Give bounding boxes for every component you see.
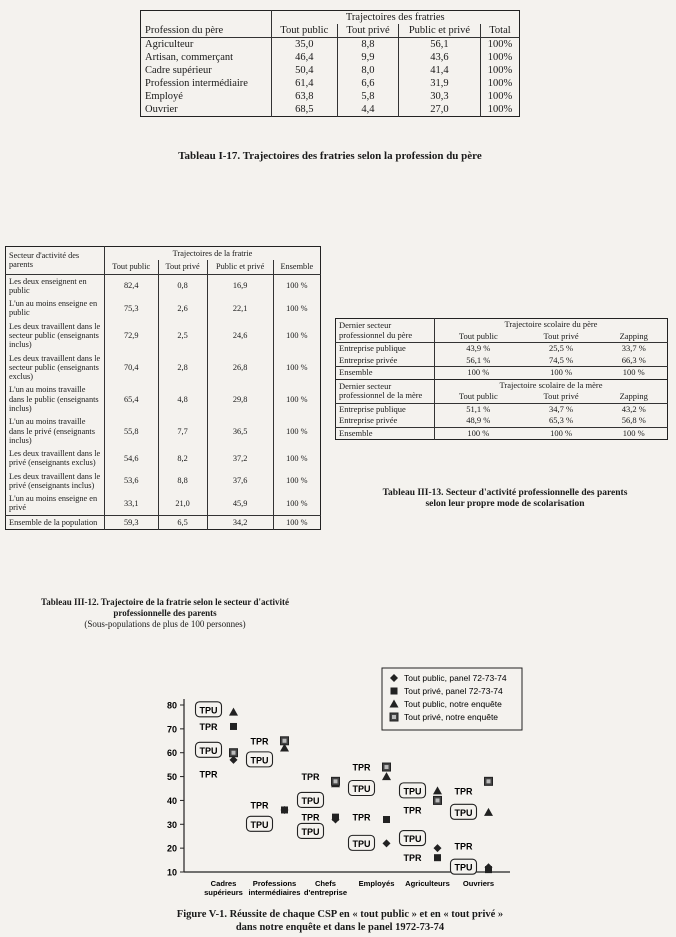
table2-group-header: Trajectoires de la fratrie [105,247,321,261]
table1-col-header: Tout privé [337,24,398,38]
table1-col-header: Public et privé [398,24,480,38]
table2-caption-line3: (Sous-populations de plus de 100 personnes) [84,618,246,629]
table2-total-label: Ensemble de la population [9,517,98,527]
table1-cell: 100% [480,38,519,52]
table2-cell: 26,8 [207,352,273,384]
table2-row [6,320,321,352]
table2-row [6,352,321,384]
table1-row [141,90,520,103]
tpu-label: TPU [403,834,422,845]
y-tick-label: 80 [166,700,177,711]
table2-caption-line2: professionnelle des parents [113,607,217,618]
table2-cell: 8,2 [158,447,207,470]
table1-cell: 4,4 [337,103,398,117]
table3-col-header: Tout privé [522,331,601,343]
table1-cell: 46,4 [271,51,337,64]
table2-cell: 29,8 [207,383,273,415]
table1-cell: 6,6 [337,77,398,90]
table2-row-label: Les deux travaillent dans le secteur public (enseignants exclus) [9,353,101,382]
tpu-label: TPU [199,705,218,716]
table2-col-header: Public et privé [207,260,273,274]
table3-col-header: Tout public [435,331,522,343]
tpr-label: TPR [352,812,371,823]
tpr-label: TPR [250,736,269,747]
tpr-label: TPR [454,786,473,797]
table2-cell: 75,3 [105,297,159,320]
table3-caption-line1: Tableau III-13. Secteur d'activité professionnelle des parents [382,488,628,498]
marker-inner [487,779,491,783]
marker-inner [283,739,287,743]
table2-cell: 8,8 [158,470,207,493]
table2-cell: 22,1 [207,297,273,320]
table1-group-header: Trajectoires des fratries [271,11,519,25]
tpu-label: TPU [403,786,422,797]
x-tick-label: Chefs d'entreprise [303,879,348,897]
table2-cell: 70,4 [105,352,159,384]
table1-col-header: Tout public [271,24,337,38]
table1-row-label: Cadre supérieur [145,65,212,76]
table2-cell: 100 % [273,297,320,320]
table2-cell: 37,6 [207,470,273,493]
table2-cell: 4,8 [158,383,207,415]
table2-cell: 0,8 [158,274,207,297]
table2-cell: 65,4 [105,383,159,415]
marker-inner [392,715,396,719]
tpu-label: TPU [250,755,269,766]
table1-cell: 50,4 [271,64,337,77]
table1-row-label: Employé [145,91,183,102]
table3-corner-pere: Dernier secteur professionnel du père [336,319,435,343]
series-2-point [229,708,238,716]
table3-mere-cell: 100 % [622,427,645,438]
table2-row-label: Les deux travaillent dans le privé (enseignants inclus) [9,471,101,490]
table3-mere-cell: 56,8 % [621,415,646,426]
table3-mere-row [336,427,668,440]
table2-cell: 82,4 [105,274,159,297]
table2-row [6,415,321,447]
table3-col-header: Zapping [601,331,668,343]
marker-inner [232,751,236,755]
series-1-point [230,723,237,730]
series-3-point [485,777,493,785]
figure-caption [120,908,560,934]
table3-mere-cell: 100 % [550,427,573,438]
table2-row-label: Les deux enseignent en public [9,276,87,295]
table-trajectoires-fratries [140,10,520,117]
table2-cell: 100 % [273,352,320,384]
table3-pere-row-label: Entreprise publique [339,343,406,354]
tpr-label: TPR [352,762,371,773]
legend-marker [391,688,398,695]
table2-row [6,274,321,297]
tpu-label: TPU [352,784,371,794]
tpu-label: TPU [454,807,473,818]
y-tick-label: 70 [166,724,177,735]
x-tick-label: Cadres supérieurs [204,879,243,897]
table3-mere-cell: 43,2 % [621,403,646,414]
table3-pere-row [336,367,668,380]
table3-caption-line2: selon leur propre mode de scolarisation [425,499,585,510]
table1-cell: 63,8 [271,90,337,103]
table1-cell: 8,0 [337,64,398,77]
table2-row-label: Les deux travaillent dans le secteur public (enseignants inclus) [9,321,101,350]
table2-cell: 2,5 [158,320,207,352]
marker-inner [436,798,440,802]
table1-cell: 100% [480,90,519,103]
table2-cell: 55,8 [105,415,159,447]
table3-mere-cell: 51,1 % [435,403,522,415]
x-tick-label: Agriculteurs [405,879,450,888]
series-2-point [433,786,442,794]
tpr-label: TPR [250,800,269,811]
table1-cell: 8,8 [337,38,398,52]
table2-corner: Secteur d'activité des parents [6,247,105,275]
table3-pere-row-label: Entreprise privée [339,354,398,365]
table3-mere-row-label: Ensemble [339,427,373,438]
table3-mere-cell: 48,9 % [435,415,522,427]
table2-cell: 100 % [273,320,320,352]
table3-pere-cell: 56,1 % [435,355,522,367]
table1-cell: 5,8 [337,90,398,103]
series-1-point [383,816,390,823]
series-0-point [434,844,442,852]
marker-inner [334,779,338,783]
table2-cell: 100 % [273,492,320,515]
x-tick-label: Professions intermédiaires [248,879,301,897]
y-tick-label: 50 [166,772,177,783]
table1-row [141,103,520,117]
table1-row-label: Agriculteur [145,39,194,50]
table1-cell: 100% [480,64,519,77]
table2-row [6,492,321,515]
table2-total-cell: 34,2 [207,515,273,529]
table1-caption: Tableau I-17. Trajectoires des fratries selon la profession du père [178,150,482,162]
table3-pere-row [336,343,668,355]
table3-col-header: Tout public [435,391,522,403]
legend-entry: Tout privé, notre enquête [404,712,499,722]
table-secteur-parents-scolarisation [335,318,668,440]
tpu-label: TPU [250,819,269,830]
y-tick-label: 20 [166,843,177,854]
table1-cell: 9,9 [337,51,398,64]
figure-caption-line1: Figure V-1. Réussite de chaque CSP en « tout public » et en « tout privé » [176,909,504,920]
table1-cell: 100% [480,103,519,117]
series-3-point [230,749,238,757]
legend-marker [390,713,398,721]
table3-pere-cell: 100 % [435,367,522,380]
table2-row-label: L'un au moins enseigne en public [9,299,98,318]
table2-row [6,470,321,493]
table2-total-cell: 59,3 [105,515,159,529]
table1-cell: 41,4 [398,64,480,77]
tpr-label: TPR [301,772,320,783]
table1-row [141,51,520,64]
table1-col-header: Total [480,24,519,38]
tpr-label: TPR [454,841,473,852]
table2-row-label: L'un au moins enseigne en privé [9,494,98,513]
table3-mere-row-label: Entreprise publique [339,403,406,414]
table1-row-label: Profession intermédiaire [145,78,248,89]
legend-entry: Tout public, panel 72-73-74 [404,673,507,683]
table3-pere-cell: 100 % [550,367,573,378]
table2-caption [5,597,325,629]
tpr-label: TPR [403,853,422,864]
table2-col-header: Ensemble [273,260,320,274]
legend-entry: Tout privé, panel 72-73-74 [404,686,503,696]
tpu-label: TPU [301,795,320,806]
table2-cell: 54,6 [105,447,159,470]
table1-row [141,38,520,52]
table3-pere-cell: 43,9 % [435,343,522,355]
table3-mere-cell: 65,3 % [549,415,574,426]
table-secteur-activite-fratrie [5,246,321,530]
table3-pere-row-label: Ensemble [339,367,373,378]
table1-cell: 100% [480,51,519,64]
series-3-point [383,763,391,771]
table1-cell: 56,1 [398,38,480,52]
x-tick-label: Ouvriers [462,879,495,888]
table2-row [6,447,321,470]
table3-corner-mere: Dernier secteur professionnel de la mère [336,379,435,403]
series-3-point [434,796,442,804]
table2-cell: 100 % [273,470,320,493]
table2-cell: 36,5 [207,415,273,447]
table2-row-label: L'un au moins travaille dans le public (enseignants inclus) [9,385,99,413]
table3-pere-cell: 74,5 % [549,354,574,365]
series-3-point [332,777,340,785]
y-tick-label: 10 [166,867,177,878]
series-3-point [281,737,289,745]
tpr-label: TPR [199,721,218,732]
table1-col-header: Profession du père [141,24,272,38]
tpr-label: TPR [301,812,320,823]
table2-row-label: L'un au moins travaille dans le privé (enseignants inclus) [9,417,95,445]
table3-pere-cell: 33,7 % [621,343,646,354]
table2-cell: 2,8 [158,352,207,384]
tpu-label: TPU [301,826,320,837]
y-tick-label: 60 [166,748,177,759]
tpu-label: TPU [199,745,218,756]
table1-cell: 31,9 [398,77,480,90]
table1-cell: 35,0 [271,38,337,52]
table3-pere-cell: 66,3 % [621,354,646,365]
table3-mere-cell: 100 % [435,427,522,440]
table2-row [6,297,321,320]
table1-cell: 43,6 [398,51,480,64]
table2-total-cell: 100 % [273,515,320,529]
table3-mere-row [336,415,668,427]
table1-row-label: Artisan, commerçant [145,52,234,63]
table2-cell: 7,7 [158,415,207,447]
table1-row-label: Ouvrier [145,104,178,115]
table3-mere-cell: 34,7 % [549,403,574,414]
table2-cell: 100 % [273,274,320,297]
series-0-point [383,839,391,847]
series-2-point [382,772,391,780]
x-tick-label: Employés [358,879,395,888]
table2-cell: 24,6 [207,320,273,352]
table3-group-mere: Trajectoire scolaire de la mère [435,379,668,391]
table1-cell: 30,3 [398,90,480,103]
table2-row [6,383,321,415]
table2-col-header: Tout privé [158,260,207,274]
table1-row [141,64,520,77]
table2-total-cell: 6,5 [158,515,207,529]
table2-cell: 53,6 [105,470,159,493]
table3-mere-row [336,403,668,415]
figure-caption-line2: dans notre enquête et dans le panel 1972-73-74 [235,922,445,934]
table3-col-header: Tout privé [522,391,601,403]
table2-cell: 45,9 [207,492,273,515]
series-2-point [484,808,493,816]
table2-col-header: Tout public [105,260,159,274]
y-tick-label: 30 [166,819,177,830]
table2-cell: 33,1 [105,492,159,515]
table2-cell: 21,0 [158,492,207,515]
table3-caption [340,488,670,511]
table2-cell: 72,9 [105,320,159,352]
table3-mere-row-label: Entreprise privée [339,415,398,426]
table2-cell: 100 % [273,415,320,447]
table2-cell: 16,9 [207,274,273,297]
table1-cell: 68,5 [271,103,337,117]
table3-group-pere: Trajectoire scolaire du père [435,319,668,331]
figure-reussite-csp-chart [150,660,530,910]
series-1-point [434,854,441,861]
table2-cell: 100 % [273,383,320,415]
table2-caption-line1: Tableau III-12. Trajectoire de la fratrie selon le secteur d'activité [41,597,289,607]
marker-inner [385,765,389,769]
tpu-label: TPU [352,838,371,849]
series-1-point [485,866,492,873]
table3-pere-cell: 25,5 % [549,343,574,354]
table3-pere-row [336,355,668,367]
table3-pere-cell: 100 % [622,367,645,378]
tpr-label: TPR [403,805,422,816]
table1-cell: 27,0 [398,103,480,117]
table2-cell: 37,2 [207,447,273,470]
tpr-label: TPR [199,769,218,780]
table2-row-label: Les deux travaillent dans le privé (enseignants exclus) [9,449,101,468]
table2-cell: 100 % [273,447,320,470]
series-1-point [281,806,288,813]
table1-row [141,77,520,90]
series-1-point [332,814,339,821]
table3-col-header: Zapping [601,391,668,403]
legend-entry: Tout public, notre enquête [404,699,502,709]
tpu-label: TPU [454,862,473,873]
table1-cell: 100% [480,77,519,90]
table1-cell: 61,4 [271,77,337,90]
table2-cell: 2,6 [158,297,207,320]
y-tick-label: 40 [166,795,177,806]
